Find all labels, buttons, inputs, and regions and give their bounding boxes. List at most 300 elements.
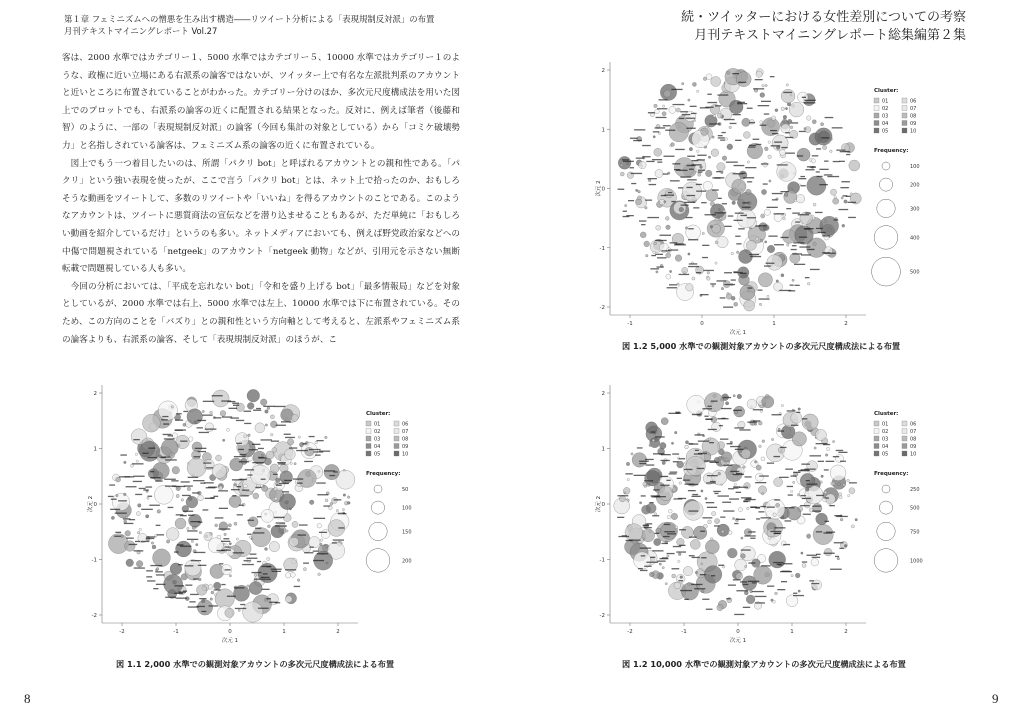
account-label-mark bbox=[798, 214, 809, 215]
account-label-mark bbox=[774, 142, 782, 143]
account-point bbox=[725, 402, 728, 405]
account-label-mark bbox=[285, 569, 296, 570]
account-point bbox=[210, 598, 213, 601]
account-label-mark bbox=[646, 161, 654, 162]
account-point bbox=[136, 512, 140, 516]
account-point bbox=[802, 414, 818, 430]
account-point bbox=[812, 120, 816, 124]
account-label-mark bbox=[304, 552, 313, 553]
account-label-mark bbox=[317, 553, 328, 554]
legend-swatch bbox=[902, 98, 907, 103]
account-label-mark bbox=[218, 490, 228, 491]
account-point bbox=[712, 285, 714, 287]
account-label-mark bbox=[848, 217, 856, 218]
account-label-mark bbox=[662, 557, 668, 558]
account-label-mark bbox=[192, 492, 199, 493]
account-label-mark bbox=[779, 290, 791, 291]
y-tick-label: -1 bbox=[599, 245, 605, 252]
account-label-mark bbox=[183, 591, 187, 592]
legend-swatch bbox=[874, 98, 879, 103]
account-label-mark bbox=[155, 571, 163, 572]
account-label-mark bbox=[253, 532, 264, 533]
account-label-mark bbox=[785, 507, 795, 508]
account-label-mark bbox=[774, 213, 785, 214]
page-number-right: 9 bbox=[992, 691, 999, 706]
account-point bbox=[706, 189, 718, 201]
account-point bbox=[712, 511, 716, 515]
point-cloud bbox=[618, 68, 862, 311]
account-label-mark bbox=[239, 505, 244, 506]
account-label-mark bbox=[749, 145, 756, 146]
account-label-mark bbox=[271, 441, 279, 442]
account-label-mark bbox=[329, 475, 335, 476]
account-label-mark bbox=[644, 480, 653, 481]
account-label-mark bbox=[729, 498, 739, 499]
account-point bbox=[763, 162, 768, 167]
account-label-mark bbox=[689, 263, 698, 264]
account-label-mark bbox=[679, 118, 685, 119]
account-point bbox=[729, 126, 732, 129]
account-label-mark bbox=[739, 429, 750, 430]
account-point bbox=[656, 271, 658, 273]
account-point bbox=[644, 241, 650, 247]
account-label-mark bbox=[720, 439, 728, 440]
account-label-mark bbox=[655, 254, 663, 255]
legend-swatch bbox=[874, 429, 879, 434]
account-label-mark bbox=[816, 148, 821, 149]
account-point bbox=[187, 458, 206, 477]
account-point bbox=[815, 128, 832, 145]
account-label-mark bbox=[670, 180, 680, 181]
account-point bbox=[790, 126, 793, 129]
account-point bbox=[824, 247, 833, 256]
account-point bbox=[847, 479, 850, 482]
account-point bbox=[774, 213, 782, 221]
account-point bbox=[760, 239, 763, 242]
account-point bbox=[292, 521, 298, 527]
account-point bbox=[765, 241, 767, 243]
account-label-mark bbox=[271, 569, 282, 570]
x-tick-label: 0 bbox=[700, 321, 704, 327]
paragraph: 客は、2000 水準ではカテゴリー１、5000 水準ではカテゴリー５、10000 水準ではカテゴリー１のような、政権に近い立場にある右派系の論客ではないが、ツイッター上で有名な左派批判系のアカウントと近いところに布置されていることがわかった。カテゴリー分けのほか、多次元尺度構成法を用いた図上でのプロットでも、右派系の論客の近くに配置される結果となった。反対に、例えば筆者（後藤和智）のように、一部の「表現規制反対派」の論客（今回も集計の対象としている）から「コミケ破壊勢力」と名指しされている論客は、フェミニズム系の論客の近くに布置されている。 bbox=[62, 53, 460, 151]
account-label-mark bbox=[786, 153, 795, 154]
account-label-mark bbox=[174, 585, 184, 586]
account-label-mark bbox=[188, 606, 199, 607]
legend-swatch bbox=[874, 444, 879, 449]
account-point bbox=[792, 432, 806, 446]
account-point bbox=[705, 540, 719, 554]
account-label-mark bbox=[716, 171, 721, 172]
account-point bbox=[243, 602, 263, 622]
account-point bbox=[849, 488, 855, 494]
account-label-mark bbox=[674, 244, 686, 245]
account-point bbox=[731, 252, 734, 255]
account-point bbox=[680, 576, 683, 579]
account-point bbox=[798, 408, 801, 411]
account-point bbox=[735, 559, 747, 571]
account-label-mark bbox=[261, 577, 270, 578]
account-point bbox=[172, 466, 180, 474]
account-label-mark bbox=[108, 496, 114, 497]
account-label-mark bbox=[199, 598, 206, 599]
account-label-mark bbox=[706, 502, 715, 503]
account-point bbox=[318, 573, 321, 576]
account-label-mark bbox=[275, 525, 287, 526]
account-label-mark bbox=[247, 520, 254, 521]
account-label-mark bbox=[839, 209, 849, 210]
account-point bbox=[783, 217, 786, 220]
account-point bbox=[710, 225, 713, 228]
account-point bbox=[265, 410, 269, 414]
account-point bbox=[205, 423, 214, 432]
account-point bbox=[771, 116, 775, 120]
account-label-mark bbox=[252, 444, 260, 445]
account-label-mark bbox=[717, 94, 728, 95]
account-point bbox=[646, 254, 649, 257]
legend-swatch bbox=[394, 451, 399, 456]
account-label-mark bbox=[736, 492, 741, 493]
account-label-mark bbox=[777, 564, 782, 565]
account-label-mark bbox=[704, 460, 715, 461]
account-point bbox=[627, 463, 629, 465]
account-point bbox=[255, 423, 265, 433]
account-label-mark bbox=[817, 176, 823, 177]
account-label-mark bbox=[314, 451, 324, 452]
account-point bbox=[625, 204, 627, 206]
account-label-mark bbox=[780, 191, 789, 192]
account-point bbox=[715, 519, 720, 524]
account-label-mark bbox=[659, 99, 668, 100]
account-label-mark bbox=[142, 453, 148, 454]
legend-swatch bbox=[394, 421, 399, 426]
account-point bbox=[776, 503, 780, 507]
account-label-mark bbox=[707, 102, 717, 103]
account-point bbox=[666, 274, 671, 279]
account-point bbox=[672, 574, 676, 578]
account-point bbox=[210, 411, 213, 414]
account-label-mark bbox=[175, 420, 183, 421]
account-point bbox=[830, 189, 836, 195]
account-point bbox=[813, 524, 833, 544]
account-point bbox=[813, 203, 816, 206]
account-point bbox=[649, 444, 651, 446]
account-label-mark bbox=[263, 573, 268, 574]
account-label-mark bbox=[249, 449, 258, 450]
account-label-mark bbox=[759, 475, 769, 476]
account-point bbox=[202, 410, 204, 412]
account-point bbox=[625, 524, 643, 542]
account-label-mark bbox=[761, 163, 769, 164]
account-label-mark bbox=[795, 221, 800, 222]
account-label-mark bbox=[727, 443, 733, 444]
account-point bbox=[189, 514, 202, 527]
account-label-mark bbox=[187, 539, 198, 540]
account-point bbox=[654, 104, 658, 108]
account-point bbox=[225, 608, 234, 617]
account-point bbox=[297, 579, 300, 582]
account-label-mark bbox=[834, 515, 842, 516]
account-point bbox=[669, 270, 671, 272]
account-label-mark bbox=[805, 212, 811, 213]
account-label-mark bbox=[819, 184, 828, 185]
account-label-mark bbox=[846, 154, 850, 155]
account-point bbox=[740, 285, 755, 300]
account-label-mark bbox=[191, 560, 201, 561]
y-tick-label: 0 bbox=[93, 502, 97, 508]
account-point bbox=[841, 197, 843, 199]
account-label-mark bbox=[115, 513, 127, 514]
account-point bbox=[791, 575, 793, 577]
account-point bbox=[743, 466, 746, 469]
account-point bbox=[138, 504, 142, 508]
account-label-mark bbox=[134, 550, 144, 551]
account-label-mark bbox=[653, 489, 659, 490]
account-label-mark bbox=[298, 534, 306, 535]
account-label-mark bbox=[617, 517, 624, 518]
account-label-mark bbox=[237, 514, 243, 515]
account-point bbox=[775, 592, 778, 595]
account-point bbox=[261, 509, 274, 522]
legend-cluster-label: 09 bbox=[910, 444, 917, 450]
account-point bbox=[697, 150, 700, 153]
account-label-mark bbox=[748, 581, 760, 582]
x-tick-label: 1 bbox=[790, 629, 794, 635]
account-label-mark bbox=[767, 207, 778, 208]
account-point bbox=[631, 453, 633, 455]
account-label-mark bbox=[743, 501, 748, 502]
account-label-mark bbox=[660, 476, 668, 477]
account-label-mark bbox=[753, 409, 763, 410]
account-label-mark bbox=[720, 140, 725, 141]
account-point bbox=[760, 121, 763, 124]
account-label-mark bbox=[630, 138, 638, 139]
account-label-mark bbox=[188, 477, 198, 478]
account-point bbox=[721, 530, 724, 533]
account-point bbox=[721, 171, 724, 174]
account-label-mark bbox=[664, 195, 674, 196]
account-point bbox=[685, 227, 688, 230]
account-point bbox=[645, 207, 648, 210]
legend-cluster-label: 09 bbox=[402, 444, 409, 450]
legend-cluster-label: 03 bbox=[882, 436, 889, 443]
account-point bbox=[157, 510, 161, 514]
account-label-mark bbox=[701, 202, 706, 203]
account-label-mark bbox=[622, 159, 629, 160]
account-label-mark bbox=[247, 474, 252, 475]
account-point bbox=[234, 522, 237, 525]
account-point bbox=[704, 566, 722, 584]
account-point bbox=[274, 497, 277, 500]
account-point bbox=[298, 469, 316, 487]
legend-size-circle bbox=[374, 485, 382, 493]
account-point bbox=[737, 209, 756, 228]
account-point bbox=[236, 538, 238, 540]
account-point bbox=[130, 464, 133, 467]
account-point bbox=[722, 452, 732, 462]
account-label-mark bbox=[802, 561, 807, 562]
account-point bbox=[654, 148, 662, 156]
legend-cluster-label: 04 bbox=[882, 444, 889, 450]
account-label-mark bbox=[764, 265, 771, 266]
account-label-mark bbox=[767, 463, 774, 464]
account-label-mark bbox=[805, 277, 810, 278]
account-label-mark bbox=[791, 249, 797, 250]
account-label-mark bbox=[753, 88, 764, 89]
account-label-mark bbox=[643, 525, 649, 526]
account-label-mark bbox=[735, 213, 744, 214]
account-label-mark bbox=[680, 590, 692, 591]
account-label-mark bbox=[639, 220, 646, 221]
account-label-mark bbox=[252, 572, 262, 573]
account-label-mark bbox=[812, 557, 820, 558]
account-point bbox=[270, 421, 277, 428]
account-label-mark bbox=[780, 447, 786, 448]
account-point bbox=[656, 528, 661, 533]
account-label-mark bbox=[146, 570, 153, 571]
account-point bbox=[791, 412, 802, 423]
account-point bbox=[183, 423, 186, 426]
account-point bbox=[756, 71, 762, 77]
account-label-mark bbox=[794, 264, 805, 265]
legend-size-circle bbox=[882, 162, 890, 170]
account-point bbox=[166, 540, 169, 543]
account-point bbox=[762, 396, 774, 408]
running-head-series: 月刊テキストマイニングレポート総集編第２集 bbox=[694, 28, 966, 43]
account-label-mark bbox=[823, 532, 832, 533]
legend-cluster-label: 01 bbox=[882, 421, 889, 428]
account-point bbox=[732, 179, 746, 193]
account-label-mark bbox=[126, 486, 137, 487]
account-label-mark bbox=[207, 467, 214, 468]
running-head-left bbox=[64, 13, 434, 37]
account-point bbox=[824, 548, 832, 556]
account-label-mark bbox=[644, 527, 652, 528]
account-label-mark bbox=[234, 587, 244, 588]
account-point bbox=[780, 150, 786, 156]
account-point bbox=[790, 435, 792, 437]
account-point bbox=[679, 207, 684, 212]
account-label-mark bbox=[728, 488, 734, 489]
account-point bbox=[692, 82, 696, 86]
account-point bbox=[761, 214, 765, 218]
account-label-mark bbox=[715, 105, 721, 106]
account-label-mark bbox=[198, 451, 206, 452]
account-label-mark bbox=[702, 257, 708, 258]
account-point bbox=[686, 456, 705, 475]
account-point bbox=[797, 494, 800, 497]
account-label-mark bbox=[702, 245, 709, 246]
account-label-mark bbox=[162, 416, 168, 417]
account-label-mark bbox=[723, 465, 732, 466]
legend-swatch bbox=[874, 421, 879, 426]
account-label-mark bbox=[833, 161, 840, 162]
account-label-mark bbox=[758, 511, 764, 512]
account-label-mark bbox=[176, 413, 182, 414]
account-label-mark bbox=[197, 420, 206, 421]
account-point bbox=[746, 189, 752, 195]
account-label-mark bbox=[164, 438, 175, 439]
account-point bbox=[697, 90, 699, 92]
account-label-mark bbox=[640, 548, 652, 549]
account-point bbox=[796, 194, 805, 203]
account-label-mark bbox=[695, 434, 705, 435]
legend-cluster-label: 01 bbox=[374, 421, 381, 428]
account-label-mark bbox=[663, 173, 669, 174]
account-label-mark bbox=[839, 548, 843, 549]
account-point bbox=[758, 273, 772, 287]
account-label-mark bbox=[686, 187, 692, 188]
account-label-mark bbox=[753, 420, 760, 421]
account-point bbox=[137, 531, 140, 534]
account-label-mark bbox=[150, 477, 161, 478]
account-label-mark bbox=[279, 483, 289, 484]
account-label-mark bbox=[766, 263, 775, 264]
account-label-mark bbox=[807, 555, 817, 556]
account-label-mark bbox=[203, 509, 209, 510]
account-point bbox=[681, 583, 698, 600]
account-point bbox=[642, 505, 651, 514]
legend-size-label: 400 bbox=[910, 235, 920, 242]
account-label-mark bbox=[763, 183, 768, 184]
account-label-mark bbox=[824, 253, 836, 254]
account-label-mark bbox=[748, 146, 755, 147]
account-point bbox=[623, 487, 630, 494]
account-label-mark bbox=[661, 460, 670, 461]
account-label-mark bbox=[647, 523, 653, 524]
account-point bbox=[713, 115, 716, 118]
account-label-mark bbox=[721, 408, 732, 409]
account-point bbox=[248, 517, 258, 527]
account-label-mark bbox=[689, 443, 699, 444]
account-point bbox=[215, 589, 234, 608]
account-point bbox=[786, 84, 788, 86]
account-label-mark bbox=[799, 246, 810, 247]
account-point bbox=[248, 434, 251, 437]
account-label-mark bbox=[156, 584, 166, 585]
account-point bbox=[125, 531, 131, 537]
account-label-mark bbox=[685, 484, 694, 485]
account-point bbox=[822, 145, 826, 149]
account-label-mark bbox=[692, 414, 701, 415]
account-label-mark bbox=[236, 443, 242, 444]
account-label-mark bbox=[645, 459, 654, 460]
account-label-mark bbox=[153, 588, 158, 589]
account-point bbox=[653, 251, 656, 254]
account-label-mark bbox=[740, 273, 747, 274]
account-point bbox=[762, 84, 765, 87]
account-label-mark bbox=[710, 481, 716, 482]
account-point bbox=[639, 502, 641, 504]
account-point bbox=[762, 440, 765, 443]
account-label-mark bbox=[239, 479, 246, 480]
account-point bbox=[767, 245, 775, 253]
account-label-mark bbox=[115, 532, 121, 533]
account-label-mark bbox=[221, 541, 230, 542]
account-label-mark bbox=[783, 563, 793, 564]
account-label-mark bbox=[734, 427, 744, 428]
account-point bbox=[247, 403, 254, 410]
account-point bbox=[685, 111, 696, 122]
account-label-mark bbox=[779, 477, 789, 478]
y-tick-label: 1 bbox=[601, 127, 605, 134]
account-label-mark bbox=[176, 598, 188, 599]
account-point bbox=[732, 201, 736, 205]
account-label-mark bbox=[747, 217, 756, 218]
account-point bbox=[769, 180, 771, 182]
legend-swatch bbox=[874, 106, 879, 111]
account-point bbox=[689, 147, 692, 150]
account-label-mark bbox=[718, 495, 730, 496]
